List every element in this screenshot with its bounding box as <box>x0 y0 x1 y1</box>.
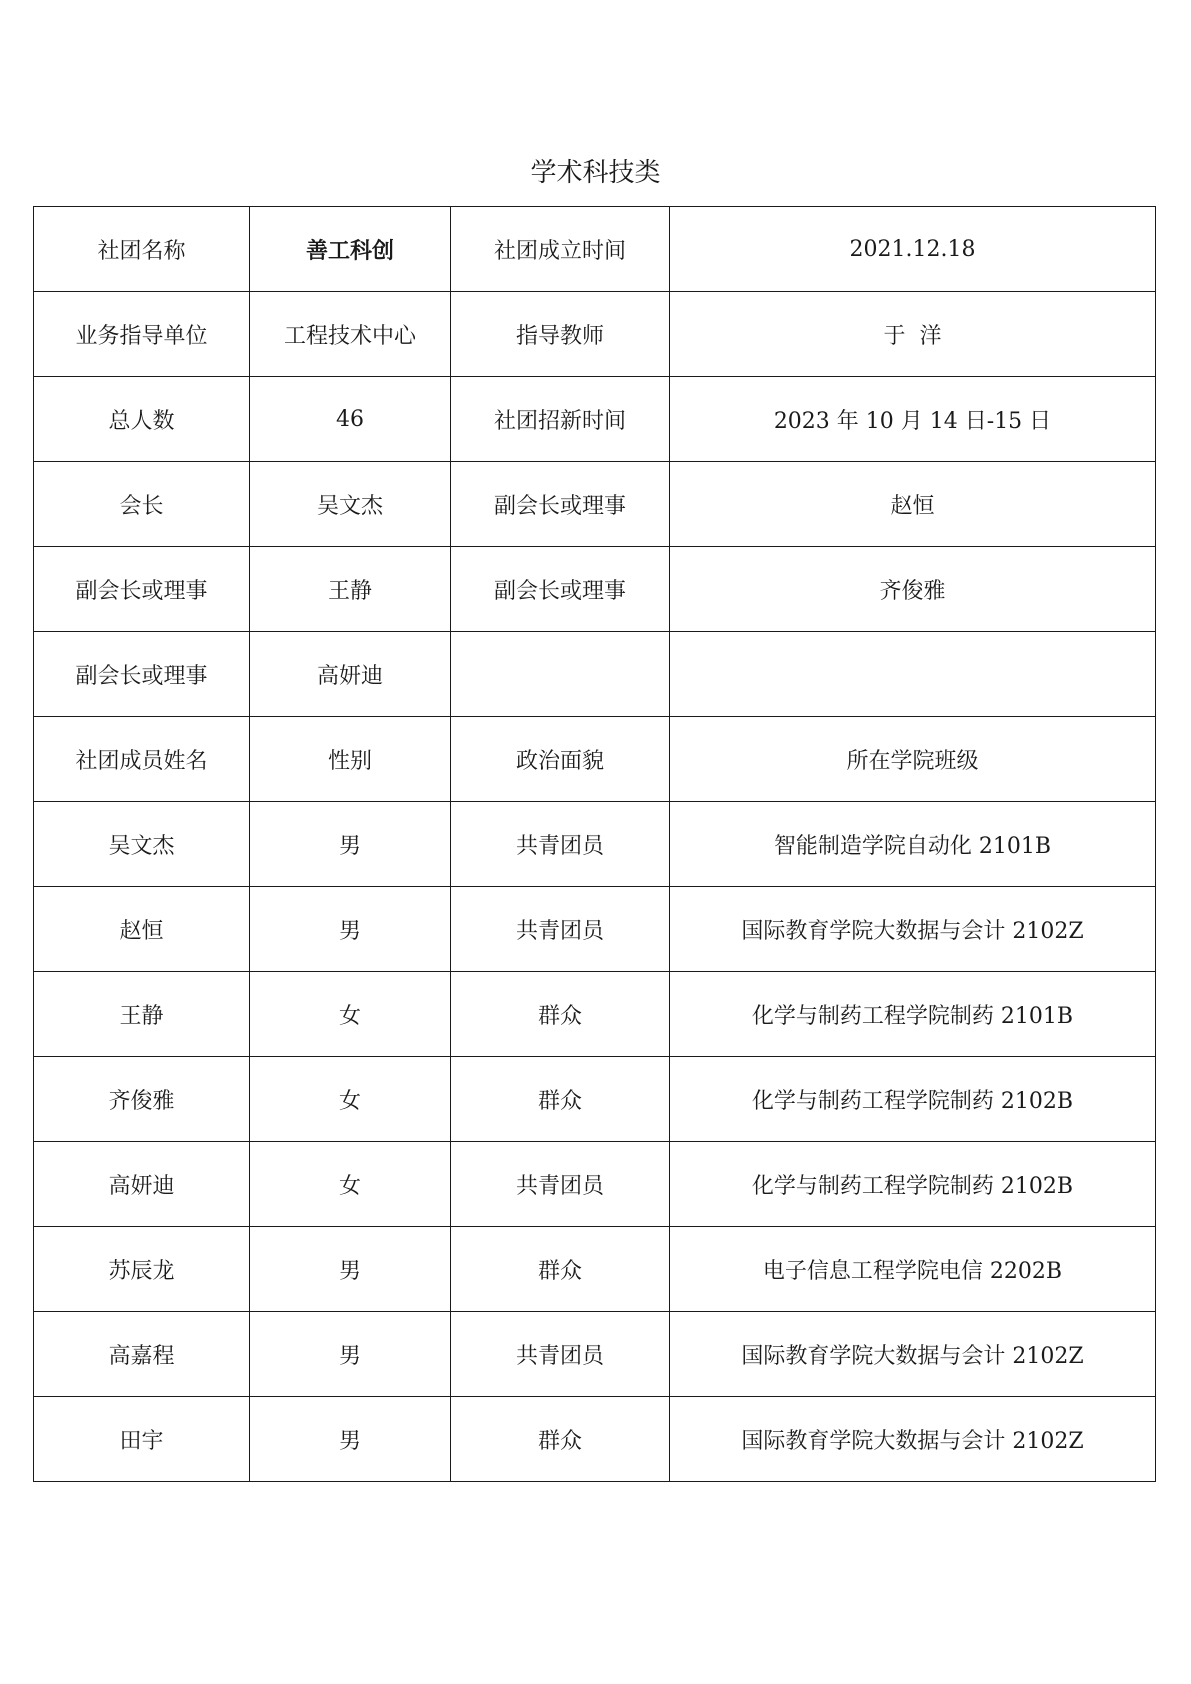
label-recruit-time: 社团招新时间 <box>451 377 670 462</box>
table-row <box>34 377 1156 462</box>
member-college-class: 智能制造学院自动化 2101B <box>670 802 1156 887</box>
member-name: 苏辰龙 <box>34 1227 250 1312</box>
member-gender: 女 <box>250 1142 451 1227</box>
member-row <box>34 1397 1156 1482</box>
table-row <box>34 207 1156 292</box>
member-political-status: 群众 <box>451 1057 670 1142</box>
member-gender: 男 <box>250 1227 451 1312</box>
value-vice-president: 王静 <box>250 547 451 632</box>
table-row <box>34 547 1156 632</box>
label-vice-president: 副会长或理事 <box>451 462 670 547</box>
column-header-college-class: 所在学院班级 <box>670 717 1156 802</box>
table-row <box>34 292 1156 377</box>
member-college-class: 化学与制药工程学院制药 2101B <box>670 972 1156 1057</box>
member-gender: 女 <box>250 1057 451 1142</box>
value-vice-president: 赵恒 <box>670 462 1156 547</box>
label-advisor: 指导教师 <box>451 292 670 377</box>
empty-cell <box>670 632 1156 717</box>
member-political-status: 共青团员 <box>451 1142 670 1227</box>
member-name: 高妍迪 <box>34 1142 250 1227</box>
column-header-name: 社团成员姓名 <box>34 717 250 802</box>
label-vice-president: 副会长或理事 <box>34 632 250 717</box>
label-total-members: 总人数 <box>34 377 250 462</box>
value-vice-president: 齐俊雅 <box>670 547 1156 632</box>
value-vice-president: 高妍迪 <box>250 632 451 717</box>
table-row <box>34 462 1156 547</box>
value-total-members: 46 <box>250 377 451 462</box>
label-club-name: 社团名称 <box>34 207 250 292</box>
member-political-status: 群众 <box>451 972 670 1057</box>
member-row <box>34 802 1156 887</box>
member-college-class: 化学与制药工程学院制药 2102B <box>670 1142 1156 1227</box>
value-founded-date: 2021.12.18 <box>670 207 1156 292</box>
column-header-gender: 性别 <box>250 717 451 802</box>
member-college-class: 国际教育学院大数据与会计 2102Z <box>670 1397 1156 1482</box>
column-header-political-status: 政治面貌 <box>451 717 670 802</box>
member-row <box>34 1142 1156 1227</box>
member-name: 赵恒 <box>34 887 250 972</box>
table-row <box>34 632 1156 717</box>
member-row <box>34 1227 1156 1312</box>
value-advisor: 于 洋 <box>670 292 1156 377</box>
member-college-class: 电子信息工程学院电信 2202B <box>670 1227 1156 1312</box>
label-guidance-unit: 业务指导单位 <box>34 292 250 377</box>
page-title: 学术科技类 <box>530 158 661 188</box>
value-guidance-unit: 工程技术中心 <box>250 292 451 377</box>
member-row <box>34 1057 1156 1142</box>
member-political-status: 群众 <box>451 1397 670 1482</box>
member-name: 齐俊雅 <box>34 1057 250 1142</box>
member-gender: 女 <box>250 972 451 1057</box>
value-club-name: 善工科创 <box>250 207 451 292</box>
empty-cell <box>451 632 670 717</box>
label-founded-date: 社团成立时间 <box>451 207 670 292</box>
value-recruit-time: 2023 年 10 月 14 日-15 日 <box>670 377 1156 462</box>
member-college-class: 国际教育学院大数据与会计 2102Z <box>670 1312 1156 1397</box>
member-name: 田宇 <box>34 1397 250 1482</box>
member-header-row <box>34 717 1156 802</box>
member-row <box>34 887 1156 972</box>
member-college-class: 化学与制药工程学院制药 2102B <box>670 1057 1156 1142</box>
member-political-status: 共青团员 <box>451 887 670 972</box>
member-gender: 男 <box>250 887 451 972</box>
member-row <box>34 972 1156 1057</box>
value-president: 吴文杰 <box>250 462 451 547</box>
member-gender: 男 <box>250 802 451 887</box>
member-gender: 男 <box>250 1397 451 1482</box>
member-name: 吴文杰 <box>34 802 250 887</box>
label-president: 会长 <box>34 462 250 547</box>
member-gender: 男 <box>250 1312 451 1397</box>
member-name: 王静 <box>34 972 250 1057</box>
label-vice-president: 副会长或理事 <box>34 547 250 632</box>
member-college-class: 国际教育学院大数据与会计 2102Z <box>670 887 1156 972</box>
label-vice-president: 副会长或理事 <box>451 547 670 632</box>
member-row <box>34 1312 1156 1397</box>
member-political-status: 群众 <box>451 1227 670 1312</box>
member-political-status: 共青团员 <box>451 802 670 887</box>
club-info-table <box>33 206 1156 1482</box>
member-name: 高嘉程 <box>34 1312 250 1397</box>
member-political-status: 共青团员 <box>451 1312 670 1397</box>
